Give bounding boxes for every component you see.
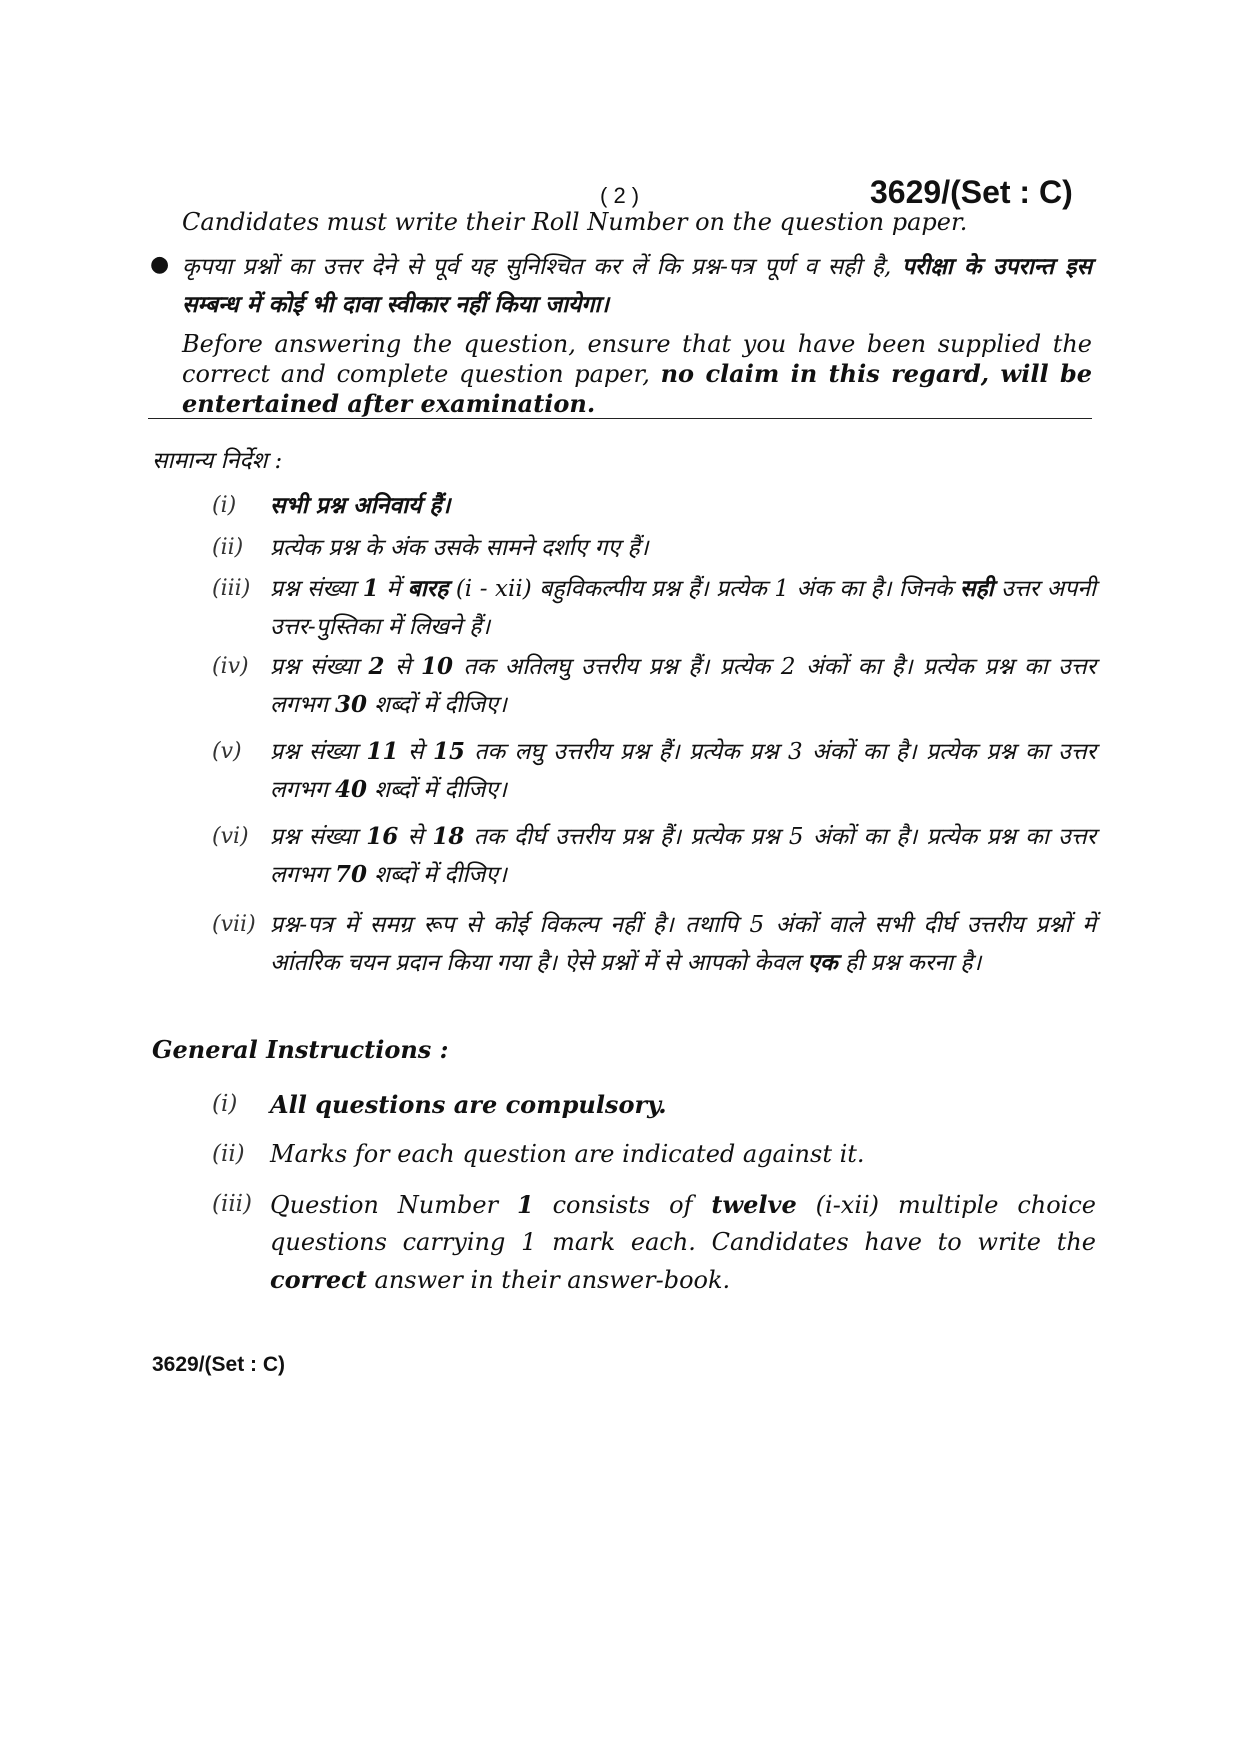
notice-hindi-bold: परीक्षा के उपरान्त इस सम्बन्ध में कोई भी दावा स्वीकार नहीं किया जायेगा। <box>182 253 1092 318</box>
item-text <box>270 733 1096 809</box>
body-text: शब्दों में दीजिए। <box>367 777 507 803</box>
item-number: (vi) <box>212 824 249 849</box>
english-instruction-item <box>212 1086 1097 1124</box>
body-text: (i-xii) multiple choice questions carrying 1 mark each. Candidates have to write the <box>270 1191 1097 1256</box>
bullet-icon: ● <box>150 252 170 277</box>
emphasis-text: 40 <box>334 776 367 803</box>
set-code-header: 3629/(Set : C) <box>870 174 1073 210</box>
body-text: शब्दों में दीजिए। <box>367 862 507 888</box>
body-text: consists of <box>533 1191 712 1219</box>
item-number: (iv) <box>212 654 249 679</box>
notice-english-text: Before answering the question, ensure that you have been supplied the correct and complete question paper, <box>182 330 1092 388</box>
emphasis-text: 10 <box>420 653 453 680</box>
hindi-instruction-item <box>212 906 1097 982</box>
emphasis-text: 1 <box>516 1190 534 1219</box>
body-text: से <box>398 739 433 765</box>
item-text <box>270 1086 1096 1124</box>
item-text <box>270 529 1096 567</box>
hindi-instructions-heading: सामान्य निर्देश : <box>152 448 283 474</box>
body-text: तक दीर्घ उत्तरीय प्रश्न हैं। प्रत्येक प्रश्न 5 अंकों का है। प्रत्येक प्रश्न का उत्तर लगभग <box>270 824 1096 888</box>
item-number: (i) <box>212 1091 238 1117</box>
item-text <box>270 906 1096 982</box>
emphasis-text: 11 <box>366 738 399 765</box>
body-text: प्रश्न संख्या <box>270 824 367 850</box>
hindi-instruction-item <box>212 529 1097 567</box>
emphasis-text: 2 <box>368 653 385 680</box>
body-text: (i - xii) बहुविकल्पीय प्रश्न हैं। प्रत्येक 1 अंक का है। जिनके <box>448 576 960 602</box>
body-text: में <box>378 576 408 602</box>
item-text <box>270 648 1096 724</box>
item-number: (iii) <box>212 1191 253 1217</box>
english-instructions-heading: General Instructions : <box>152 1035 449 1064</box>
item-text <box>270 487 1096 525</box>
body-text: से <box>384 654 421 680</box>
emphasis-text: twelve <box>711 1190 797 1219</box>
roll-number-note: Candidates must write their Roll Number on the question paper. <box>182 208 968 236</box>
emphasis-text: 30 <box>334 691 367 718</box>
emphasis-text: All questions are compulsory. <box>270 1090 667 1119</box>
section-divider <box>148 418 1092 419</box>
item-number: (vii) <box>212 912 256 937</box>
hindi-instruction-item <box>212 648 1097 724</box>
body-text: ही प्रश्न करना है। <box>837 950 982 976</box>
body-text: से <box>398 824 433 850</box>
emphasis-text: 15 <box>432 738 465 765</box>
emphasis-text: एक <box>807 949 838 976</box>
body-text: प्रश्न संख्या <box>270 654 369 680</box>
notice-hindi-text: कृपया प्रश्नों का उत्तर देने से पूर्व यह सुनिश्चित कर लें कि प्रश्न-पत्र पूर्ण व सही है, <box>182 254 902 280</box>
hindi-instruction-item <box>212 818 1097 894</box>
item-text <box>270 1136 1096 1173</box>
item-number: (i) <box>212 493 237 518</box>
page-number: ( 2 ) <box>600 183 640 208</box>
hindi-instruction-item <box>212 487 1097 525</box>
body-text: Marks for each question are indicated against it. <box>270 1140 865 1168</box>
emphasis-text: 1 <box>362 575 379 602</box>
english-instruction-item <box>212 1136 1097 1173</box>
notice-english <box>182 330 1092 419</box>
body-text: प्रश्न-पत्र में समग्र रूप से कोई विकल्प नहीं है। तथापि 5 अंकों वाले सभी दीर्घ उत्तरीय प्रश्नों में आंतरिक चयन प्रदान किया गया है। ऐसे प्रश्नों में से आपको केवल <box>270 912 1096 976</box>
body-text: तक लघु उत्तरीय प्रश्न हैं। प्रत्येक प्रश्न 3 अंकों का है। प्रत्येक प्रश्न का उत्तर लगभग <box>270 739 1096 803</box>
item-number: (ii) <box>212 1141 245 1167</box>
hindi-instruction-item <box>212 733 1097 809</box>
body-text: प्रत्येक प्रश्न के अंक उसके सामने दर्शाए गए हैं। <box>270 535 649 561</box>
item-number: (ii) <box>212 535 244 560</box>
notice-english-bold: no claim in this regard, will be entertained after examination. <box>182 359 1093 418</box>
body-text: प्रश्न संख्या <box>270 739 367 765</box>
set-code-footer: 3629/(Set : C) <box>152 1353 286 1376</box>
item-text <box>270 818 1096 894</box>
emphasis-text: 16 <box>366 823 399 850</box>
body-text: Question Number <box>270 1191 517 1219</box>
english-instruction-item <box>212 1186 1097 1299</box>
item-number: (v) <box>212 739 242 764</box>
body-text: शब्दों में दीजिए। <box>367 692 507 718</box>
body-text: तक अतिलघु उत्तरीय प्रश्न हैं। प्रत्येक 2 अंकों का है। प्रत्येक प्रश्न का उत्तर लगभग <box>270 654 1096 718</box>
body-text: उत्तर अपनी उत्तर-पुस्तिका में लिखने हैं। <box>270 576 1096 640</box>
emphasis-text: correct <box>270 1265 367 1294</box>
body-text: प्रश्न संख्या <box>270 576 363 602</box>
emphasis-text: 70 <box>334 861 367 888</box>
item-number: (iii) <box>212 576 251 601</box>
emphasis-text: बारह <box>407 575 449 602</box>
body-text: answer in their answer-book. <box>366 1266 731 1294</box>
emphasis-text: सही <box>959 575 994 602</box>
emphasis-text: 18 <box>432 823 465 850</box>
emphasis-text: सभी प्रश्न अनिवार्य हैं। <box>270 492 451 519</box>
notice-hindi <box>182 248 1092 324</box>
item-text <box>270 570 1096 646</box>
item-text <box>270 1186 1096 1299</box>
hindi-instruction-item <box>212 570 1097 646</box>
